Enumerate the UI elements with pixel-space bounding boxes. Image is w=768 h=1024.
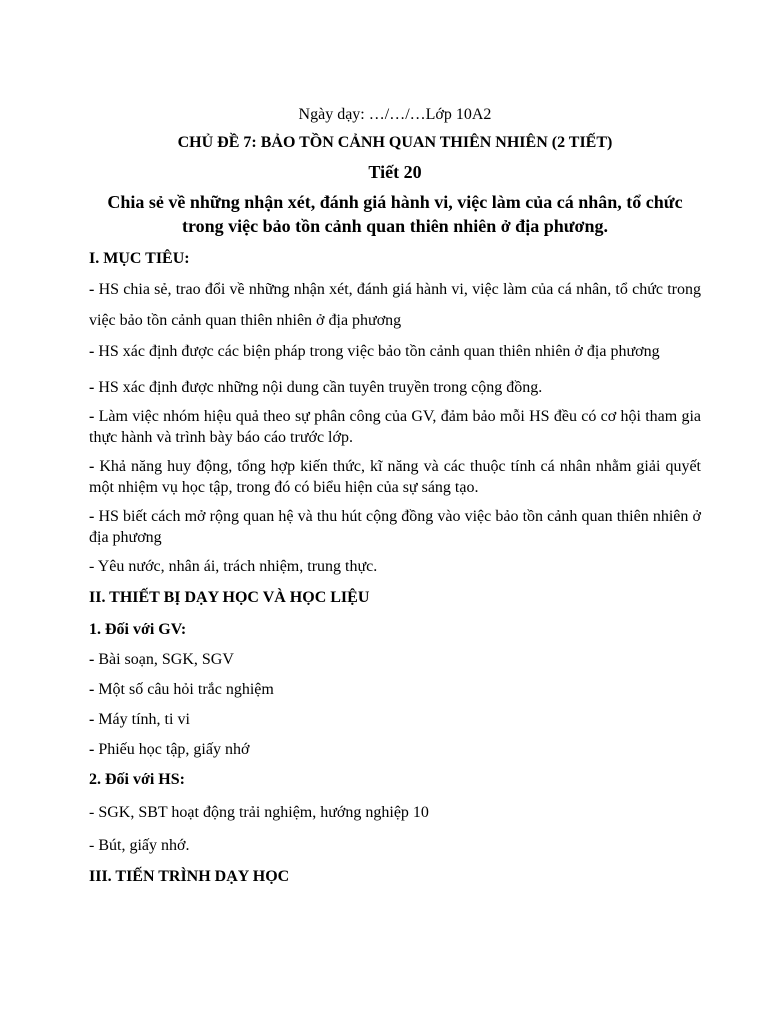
lesson-title: Chia sẻ về những nhận xét, đánh giá hành vi, việc làm của cá nhân, tổ chức trong việc bảo tồn cảnh quan thiên nhiên ở địa phương. xyxy=(107,192,683,236)
objective-item: - Làm việc nhóm hiệu quả theo sự phân công của GV, đảm bảo mỗi HS đều có cơ hội tham gia thực hành và trình bày báo cáo trước lớp. xyxy=(89,408,702,446)
teacher-equipment-item: - Bài soạn, SGK, SGV xyxy=(89,651,234,668)
teacher-equipment-item: - Phiếu học tập, giấy nhớ xyxy=(89,741,250,758)
teacher-equipment-item: - Một số câu hỏi trắc nghiệm xyxy=(89,681,274,698)
objective-item: - HS biết cách mở rộng quan hệ và thu hút cộng đồng vào việc bảo tồn cảnh quan thiên nhiên ở địa phương xyxy=(89,508,702,546)
objective-item: - HS xác định được các biện pháp trong việc bảo tồn cảnh quan thiên nhiên ở địa phương xyxy=(89,343,660,360)
objective-item: - Yêu nước, nhân ái, trách nhiệm, trung thực. xyxy=(89,558,378,575)
teacher-equipment-item: - Máy tính, ti vi xyxy=(89,711,190,728)
section-process-heading: III. TIẾN TRÌNH DẠY HỌC xyxy=(89,868,290,885)
student-equipment-item: - Bút, giấy nhớ. xyxy=(89,837,190,854)
teacher-equipment-heading: 1. Đối với GV: xyxy=(89,621,187,638)
section-objectives-heading: I. MỤC TIÊU: xyxy=(89,250,190,267)
document-page xyxy=(89,100,701,889)
objective-item: - Khả năng huy động, tổng hợp kiến thức, kĩ năng và các thuộc tính cá nhân nhằm giải quyết một nhiệm vụ học tập, trong đó có biểu hiện của sự sáng tạo. xyxy=(89,458,701,496)
date-line: Ngày dạy: …/…/…Lớp 10A2 xyxy=(298,106,492,123)
objective-item: - HS xác định được những nội dung cần tuyên truyền trong cộng đồng. xyxy=(89,379,543,396)
section-equipment-heading: II. THIẾT BỊ DẠY HỌC VÀ HỌC LIỆU xyxy=(89,589,370,606)
lesson-number: Tiết 20 xyxy=(368,162,422,182)
student-equipment-item: - SGK, SBT hoạt động trải nghiệm, hướng nghiệp 10 xyxy=(89,804,429,821)
objective-item: - HS chia sẻ, trao đổi về những nhận xét, đánh giá hành vi, việc làm của cá nhân, tổ chức trong việc bảo tồn cảnh quan thiên nhiên ở địa phương xyxy=(89,281,702,329)
student-equipment-heading: 2. Đối với HS: xyxy=(89,771,185,788)
topic-title: CHỦ ĐỀ 7: BẢO TỒN CẢNH QUAN THIÊN NHIÊN (2 TIẾT) xyxy=(177,134,613,151)
